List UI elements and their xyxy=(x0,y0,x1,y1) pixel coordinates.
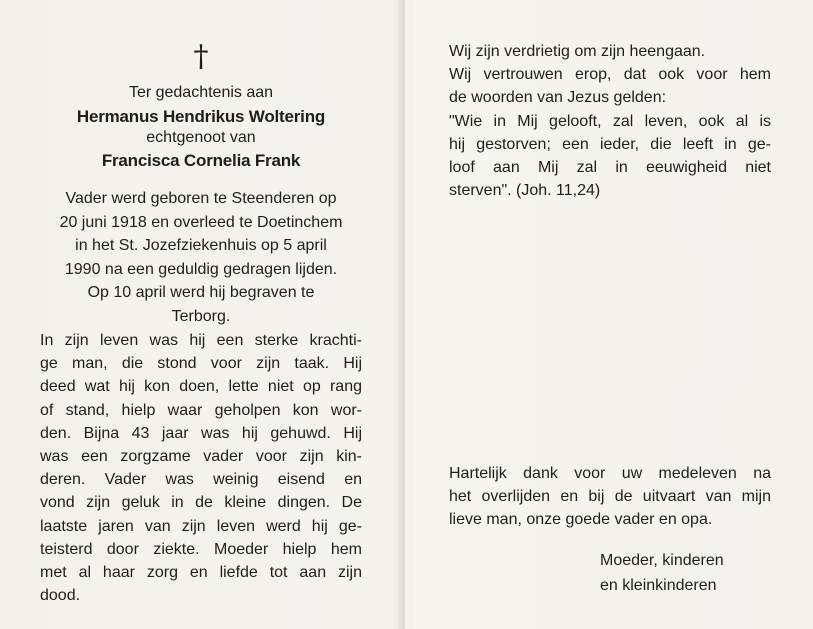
bio-line: 20 juni 1918 en overleed te Doetinchem xyxy=(59,213,343,231)
verse-line: hij gestorven; een ieder, die leeft in ge- xyxy=(449,135,771,153)
life-line: met al haar zorg en liefde tot aan zijn xyxy=(40,564,362,582)
card-fold xyxy=(398,0,412,629)
life-line: In zijn leven was hij een sterke krachti- xyxy=(40,332,362,349)
verse-line: Wij zijn verdrietig om zijn heengaan. xyxy=(449,43,706,60)
life-line: deed wat hij kon doen, lette niet op rang xyxy=(40,378,362,396)
life-line: of stand, hielp waar geholpen kon wor- xyxy=(40,401,362,419)
right-panel xyxy=(449,0,771,629)
life-line: vond zijn geluk in de kleine dingen. De xyxy=(40,494,362,512)
bio-line: in het St. Jozefziekenhuis op 5 april xyxy=(75,237,327,254)
life-line: was een zorgzame vader voor zijn kin- xyxy=(40,448,362,466)
thanks-message xyxy=(449,462,771,532)
signature-line: en kleinkinderen xyxy=(600,577,717,594)
spouse-label: echtgenoot van xyxy=(146,129,256,146)
spouse-name: Francisca Cornelia Frank xyxy=(101,151,301,170)
life-line: dood. xyxy=(40,587,81,605)
thanks-line: Hartelijk dank voor uw medeleven na xyxy=(449,465,771,482)
bio-line: Terborg. xyxy=(171,307,231,325)
cross-icon: † xyxy=(193,39,209,74)
deceased-name: Hermanus Hendrikus Woltering xyxy=(76,107,326,126)
signature-line: Moeder, kinderen xyxy=(600,552,724,569)
verse-line: Wij vertrouwen erop, dat ook voor hem xyxy=(449,66,771,84)
thanks-line: lieve man, onze goede vader en opa. xyxy=(449,511,713,529)
life-description xyxy=(40,329,362,607)
in-memory-label: Ter gedachtenis aan xyxy=(128,84,274,101)
life-line: laatste jaren van zijn leven werd hij ge- xyxy=(40,517,362,535)
verse-line: de woorden van Jezus gelden: xyxy=(449,89,667,107)
bio-line: Op 10 april werd hij begraven te xyxy=(87,284,315,301)
signature xyxy=(600,548,724,598)
life-line: teisterd door ziekte. Moeder hielp hem xyxy=(40,540,362,558)
verse-line: sterven". (Joh. 11,24) xyxy=(449,182,601,200)
bio-line: 1990 na een geduldig gedragen lijden. xyxy=(64,260,338,278)
life-line: deren. Vader was weinig eisend en xyxy=(40,471,362,489)
left-panel xyxy=(40,0,362,629)
verse-line: loof aan Mij zal in eeuwigheid niet xyxy=(449,159,771,177)
verse-line: "Wie in Mij gelooft, zal leven, ook al is xyxy=(449,112,771,130)
thanks-line: het overlijden en bij de uitvaart van mijn xyxy=(449,488,771,506)
life-line: ge man, die stond voor zijn taak. Hij xyxy=(40,355,362,373)
biography xyxy=(40,187,362,328)
life-line: den. Bijna 43 jaar was hij gehuwd. Hij xyxy=(40,424,362,442)
bio-line: Vader werd geboren te Steenderen op xyxy=(65,190,337,207)
bible-verse xyxy=(449,40,771,202)
